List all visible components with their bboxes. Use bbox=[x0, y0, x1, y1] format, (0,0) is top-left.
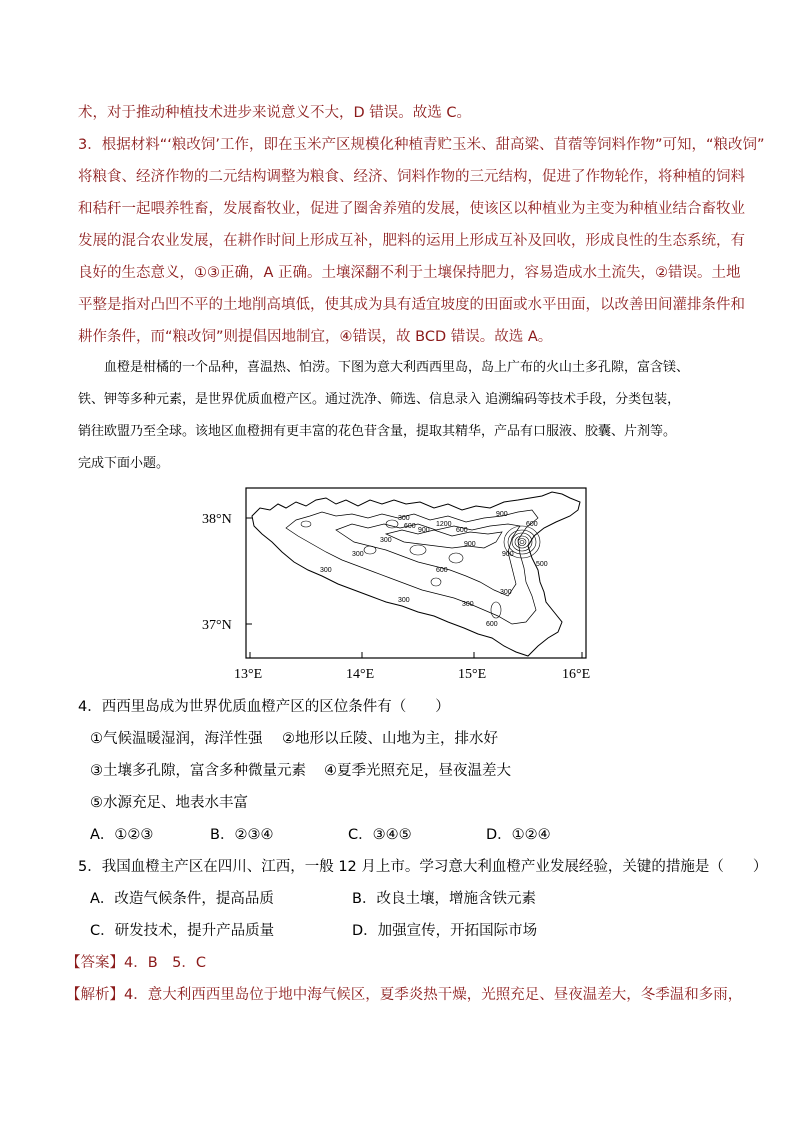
q5-option-b[interactable]: B．改良土壤，增施含铁元素 bbox=[352, 891, 536, 907]
material-line-4: 完成下面小题。 bbox=[78, 456, 170, 471]
material-line-1: 血橙是柑橘的一个品种，喜温热、怕涝。下图为意大利西西里岛，岛上广布的火山土多孔隙，富含镁、 bbox=[104, 360, 690, 375]
contour-label: 900 bbox=[502, 551, 514, 558]
explain-line-6: 平整是指对凸凹不平的土地削高填低，使其成为具有适宜坡度的田面或水平田面，以改善田间灌排条件和 bbox=[78, 297, 745, 313]
answer-tag: 【答案】 bbox=[66, 955, 124, 971]
contour-label: 900 bbox=[496, 511, 508, 518]
explain-line-4: 发展的混合农业发展，在耕作时间上形成互补，肥料的运用上形成互补及回收，形成良性的生态系统，有 bbox=[78, 233, 745, 249]
contour-label: 900 bbox=[418, 527, 430, 534]
island-coastline bbox=[252, 492, 580, 656]
contour-label: 600 bbox=[526, 521, 538, 528]
contour-label: 600 bbox=[436, 567, 448, 574]
contour-label: 300 bbox=[352, 551, 364, 558]
contour-label: 300 bbox=[462, 601, 474, 608]
analysis-row bbox=[66, 983, 742, 1004]
contour-label: 300 bbox=[380, 537, 392, 544]
contour-label: 300 bbox=[320, 567, 332, 574]
lat-label-38: 38°N bbox=[202, 512, 232, 527]
contour-label: 300 bbox=[398, 515, 410, 522]
lon-label-13: 13°E bbox=[234, 667, 263, 682]
contour-label: 500 bbox=[536, 561, 548, 568]
q4-option-c[interactable]: C．③④⑤ bbox=[348, 827, 412, 843]
analysis-tag: 【解析】 bbox=[66, 987, 124, 1003]
answer-row bbox=[66, 951, 206, 972]
contour-label: 300 bbox=[500, 589, 512, 596]
q4-option-d[interactable]: D．①②④ bbox=[486, 827, 551, 843]
contour-label: 600 bbox=[486, 621, 498, 628]
contour-labels bbox=[320, 511, 548, 628]
lon-label-15: 15°E bbox=[458, 667, 487, 682]
q4-item-3: ③土壤多孔隙，富含多种微量元素 bbox=[90, 763, 306, 779]
lon-label-14: 14°E bbox=[346, 667, 375, 682]
q4-option-a[interactable]: A．①②③ bbox=[90, 827, 154, 843]
question-4-stem: 4．西西里岛成为世界优质血橙产区的区位条件有（ ） bbox=[78, 699, 450, 715]
sicily-contour-map bbox=[186, 486, 606, 686]
q4-item-2: ②地形以丘陵、山地为主，排水好 bbox=[282, 731, 498, 747]
explain-line-5: 良好的生态意义，①③正确，A 正确。土壤深翻不利于土壤保持肥力，容易造成水土流失，②错误。土地 bbox=[78, 265, 741, 281]
q5-option-c[interactable]: C．研发技术，提升产品质量 bbox=[90, 923, 275, 939]
contour-label: 1200 bbox=[436, 521, 452, 528]
explain-line-7: 耕作条件，而“粮改饲”则提倡因地制宜，④错误，故 BCD 错误。故选 A。 bbox=[78, 329, 553, 345]
contour-label: 900 bbox=[464, 541, 476, 548]
answer-text: 4．B 5．C bbox=[124, 955, 207, 971]
q4-item-4: ④夏季光照充足，昼夜温差大 bbox=[324, 763, 511, 779]
analysis-text: 4．意大利西西里岛位于地中海气候区，夏季炎热干燥，光照充足、昼夜温差大，冬季温和多雨， bbox=[124, 987, 743, 1003]
q5-option-d[interactable]: D．加强宣传，开拓国际市场 bbox=[352, 923, 538, 939]
explain-line-0: 术，对于推动种植技术进步来说意义不大，D 错误。故选 C。 bbox=[78, 105, 472, 121]
contour-label: 600 bbox=[404, 523, 416, 530]
contour-600 bbox=[336, 524, 520, 596]
material-line-2: 铁、钾等多种元素，是世界优质血橙产区。通过洗净、筛选、信息录入 追溯编码等技术手段，分类包装， bbox=[78, 392, 681, 407]
question-5-stem: 5．我国血橙主产区在四川、江西，一般 12 月上市。学习意大利血橙产业发展经验，关键的措施是（ ） bbox=[78, 859, 768, 875]
explain-line-1: 3．根据材料“‘粮改饲’工作，即在玉米产区规模化种植青贮玉米、甜高粱、苜蓿等饲料作物”可知，“粮改饲” bbox=[78, 137, 765, 153]
contour-label: 300 bbox=[398, 597, 410, 604]
q4-option-b[interactable]: B．②③④ bbox=[210, 827, 274, 843]
contour-label: 600 bbox=[456, 527, 468, 534]
material-line-3: 销往欧盟乃至全球。该地区血橙拥有更丰富的花色苷含量，提取其精华，产品有口服液、胶囊、片剂等。 bbox=[78, 424, 677, 439]
q4-item-5: ⑤水源充足、地表水丰富 bbox=[90, 795, 248, 811]
lon-label-16: 16°E bbox=[562, 667, 591, 682]
contour-900 bbox=[386, 530, 502, 548]
q4-item-1: ①气候温暖湿润，海洋性强 bbox=[90, 731, 263, 747]
lat-label-37: 37°N bbox=[202, 618, 232, 633]
explain-line-3: 和秸秆一起喂养牲畜，发展畜牧业，促进了圈舍养殖的发展，使该区以种植业为主变为种植业结合畜牧业 bbox=[78, 201, 745, 217]
q5-option-a[interactable]: A．改造气候条件，提高品质 bbox=[90, 891, 274, 907]
explain-line-2: 将粮食、经济作物的二元结构调整为粮食、经济、饲料作物的三元结构，促进了作物轮作，将种植的饲料 bbox=[78, 169, 745, 185]
